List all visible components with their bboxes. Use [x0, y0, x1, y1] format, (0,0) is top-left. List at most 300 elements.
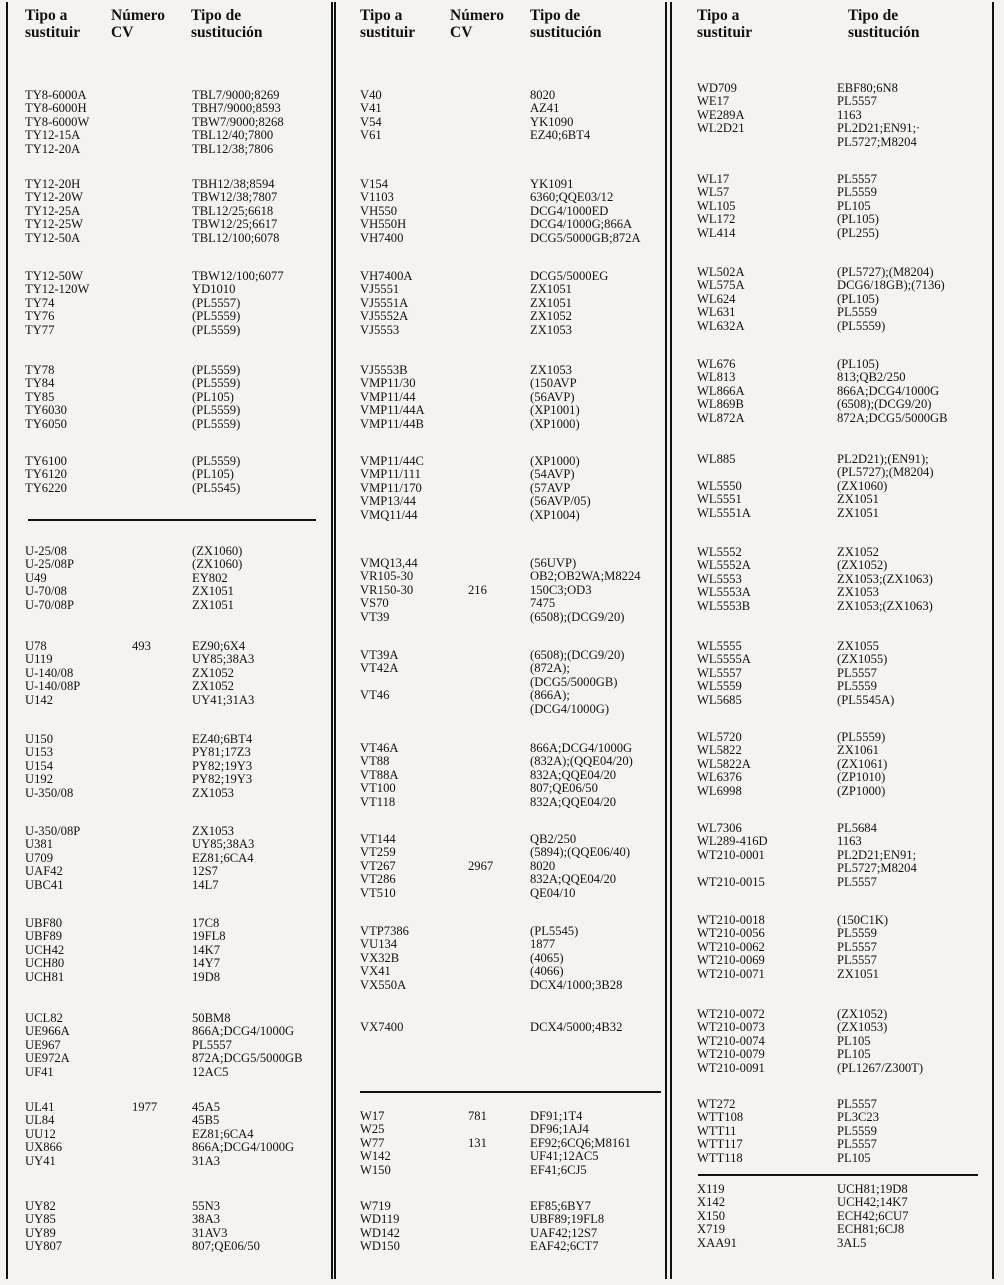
tube-type: WL866A	[697, 383, 745, 398]
tube-type: WT210-0056	[697, 926, 765, 941]
replacement-type: EF92;6CQ6;M8161	[530, 1135, 631, 1150]
tube-type: VJ5551	[360, 282, 400, 297]
tube-type: TY8-6000W	[25, 114, 90, 129]
replacement-type: ZX1051	[192, 584, 234, 599]
replacement-type: EAF42;6CT7	[530, 1239, 599, 1254]
replacement-type: (PL105)	[192, 389, 234, 404]
replacement-type: PL5557	[837, 1097, 877, 1111]
replacement-type: 1163	[837, 834, 862, 849]
replacement-type: 1877	[530, 937, 556, 952]
tube-type: WL575A	[697, 278, 745, 293]
tube-type: WL105	[697, 198, 736, 213]
replacement-type: 6360;QQE03/12	[530, 190, 614, 205]
tube-type: X142	[697, 1195, 725, 1210]
replacement-type: ZX1053	[192, 824, 234, 838]
column-header: Tipo de sustitución	[848, 7, 920, 41]
replacement-type: QE04/10	[530, 885, 576, 900]
tube-type: UF41	[25, 1064, 54, 1079]
replacement-type: 31AV3	[192, 1225, 228, 1240]
replacement-type: QB2/250	[530, 832, 577, 846]
replacement-type: ZX1053;(ZX1063)	[837, 571, 933, 586]
tube-type: TY85	[25, 389, 55, 404]
replacement-type: PL2D21);(EN91);	[837, 452, 929, 466]
tube-type: V41	[360, 101, 382, 116]
tube-type: TY74	[25, 295, 55, 310]
replacement-type: ZX1053	[530, 322, 572, 337]
replacement-type: PL105	[837, 1047, 871, 1062]
tube-type: VT39A	[360, 648, 399, 662]
tube-type: WT210-0062	[697, 939, 765, 954]
tube-type: X119	[697, 1182, 725, 1196]
replacement-type: PL5559	[837, 185, 877, 200]
replacement-type: TBH12/38;8594	[192, 177, 275, 191]
tube-type: U78	[25, 639, 47, 653]
replacement-type: (ZP1010)	[837, 770, 886, 785]
replacement-type: 19FL8	[192, 929, 226, 944]
tube-type: UBF89	[25, 929, 63, 944]
tube-type: VT259	[360, 845, 396, 860]
replacement-type: ZX1053	[192, 785, 234, 800]
replacement-type: PY81;17Z3	[192, 745, 251, 760]
replacement-type: UY85;38A3	[192, 837, 255, 852]
tube-type: TY12-15A	[25, 128, 81, 143]
replacement-type: ZX1051	[530, 282, 572, 297]
replacement-type: (PL5545)	[192, 480, 241, 495]
replacement-type: UCH81;19D8	[837, 1182, 908, 1196]
tube-type: WL5553B	[697, 598, 751, 613]
replacement-type: YD1010	[192, 282, 236, 297]
replacement-type: ZX1052	[530, 309, 572, 324]
replacement-type: (XP1000)	[530, 454, 580, 468]
tube-type: TY12-20H	[25, 177, 81, 191]
replacement-type: PL2D21;EN91;	[837, 847, 917, 862]
tube-type: WT210-0074	[697, 1033, 765, 1048]
tube-type: VX550A	[360, 977, 407, 992]
tube-type: VMP11/111	[360, 467, 421, 482]
replacement-type: PL5727;M8204	[837, 134, 917, 149]
replacement-type: PL5557	[192, 1037, 232, 1052]
tube-type: WL5552	[697, 545, 742, 559]
replacement-type: (XP1000)	[530, 416, 580, 431]
replacement-type: EF41;6CJ5	[530, 1162, 587, 1177]
tube-type: VH7400	[360, 230, 404, 245]
column-header: Tipo a sustituir	[25, 7, 81, 41]
replacement-type: EZ90;6X4	[192, 639, 246, 653]
tube-type: VJ5552A	[360, 309, 409, 324]
replacement-type: PY82;19Y3	[192, 772, 253, 787]
tube-type: U-25/08P	[25, 557, 74, 572]
tube-type: WE289A	[697, 107, 745, 122]
tube-type: TY8-6000H	[25, 101, 87, 116]
replacement-type: EZ40;6BT4	[530, 128, 591, 143]
tube-type: UBC41	[25, 877, 64, 892]
tube-type: WT210-0091	[697, 1060, 765, 1075]
column-header: Tipo de sustitución	[191, 7, 263, 41]
replacement-type: PL5727;M8204	[837, 861, 917, 876]
replacement-type: TBL12/100;6078	[192, 230, 280, 245]
replacement-type: (4065)	[530, 950, 564, 965]
tube-type: WL17	[697, 172, 730, 186]
tube-type: VH550H	[360, 217, 407, 232]
replacement-type: PY82;19Y3	[192, 758, 253, 773]
replacement-type: (6508);(DCG9/20)	[530, 609, 625, 624]
replacement-type: EBF80;6N8	[837, 81, 898, 95]
replacement-type: 19D8	[192, 969, 220, 984]
tube-type: VT144	[360, 832, 396, 846]
replacement-type: DCG4/1000G;866A	[530, 217, 633, 232]
replacement-type: PL105	[837, 198, 871, 213]
replacement-type: TBL12/38;7806	[192, 141, 274, 156]
tube-type: WL632A	[697, 318, 745, 333]
replacement-type: 31A3	[192, 1153, 220, 1168]
replacement-type: (866A);	[530, 688, 570, 703]
column-header: Tipo a sustituir	[697, 7, 753, 41]
tube-type: UX866	[25, 1140, 63, 1155]
replacement-type: 832A;QQE04/20	[530, 872, 617, 887]
replacement-type: 38A3	[192, 1212, 220, 1227]
tube-type: UE967	[25, 1037, 61, 1052]
replacement-type: (56UVP)	[530, 556, 577, 570]
tube-type: U49	[25, 570, 47, 585]
tube-type: X719	[697, 1222, 725, 1237]
tube-type: UY807	[25, 1239, 63, 1254]
replacement-type: UY85;38A3	[192, 652, 255, 667]
replacement-type: PL5559	[837, 305, 877, 320]
tube-type: U119	[25, 652, 53, 667]
replacement-type: 832A;QQE04/20	[530, 794, 617, 809]
tube-type: WL813	[697, 370, 736, 385]
tube-type: WT210-0073	[697, 1020, 765, 1035]
tube-type: WT210-0079	[697, 1047, 765, 1062]
tube-type: TY84	[25, 376, 55, 391]
replacement-type: 7475	[530, 596, 556, 611]
tube-type: VT118	[360, 794, 396, 809]
tube-type: VMQ11/44	[360, 507, 418, 522]
tube-type: U-70/08P	[25, 597, 74, 612]
replacement-type: PL5557	[837, 874, 877, 889]
tube-type: WL2D21	[697, 121, 745, 136]
replacement-type: (PL5559)	[192, 454, 241, 468]
tube-type: WL624	[697, 291, 736, 306]
replacement-type: (PL5559)	[192, 376, 241, 391]
tube-type: UY85	[25, 1212, 56, 1227]
replacement-type: OB2;OB2WA;M8224	[530, 569, 641, 584]
tube-type: UY89	[25, 1225, 56, 1240]
replacement-type: ZX1055	[837, 639, 879, 653]
replacement-type: (4066)	[530, 964, 564, 979]
tube-type: VX7400	[360, 1020, 404, 1034]
tube-type: U381	[25, 837, 53, 852]
replacement-type: PL5559	[837, 1123, 877, 1138]
replacement-type: 832A;QQE04/20	[530, 767, 617, 782]
tube-type: WD142	[360, 1225, 400, 1240]
tube-type: V40	[360, 88, 382, 102]
tube-type: TY12-20A	[25, 141, 81, 156]
tube-type: VT88A	[360, 767, 399, 782]
replacement-type: 50BM8	[192, 1011, 231, 1025]
replacement-type: PL5557	[837, 172, 877, 186]
tube-type: U-140/08	[25, 665, 74, 680]
replacement-type: 55N3	[192, 1199, 220, 1213]
replacement-type: ZX1061	[837, 743, 879, 758]
replacement-type: (PL5545)	[530, 924, 579, 938]
tube-type: WTT118	[697, 1150, 743, 1165]
replacement-type: ZX1052	[837, 545, 879, 559]
cv-number: 493	[132, 639, 151, 653]
tube-type: WL6376	[697, 770, 742, 785]
tube-type: VT46	[360, 688, 390, 703]
replacement-type: (ZX1053)	[837, 1020, 888, 1035]
tube-type: WL5557	[697, 665, 742, 680]
tube-type: UE972A	[25, 1051, 70, 1066]
tube-type: WL5551	[697, 492, 742, 507]
tube-type: WL5822A	[697, 756, 751, 771]
tube-type: U-140/08P	[25, 679, 81, 694]
tube-type: TY12-25W	[25, 217, 84, 232]
replacement-type: ZX1053	[530, 363, 572, 377]
tube-type: TY12-50W	[25, 269, 84, 283]
replacement-type: (ZX1052)	[837, 1007, 888, 1021]
replacement-type: ZX1052	[192, 679, 234, 694]
replacement-type: (PL5559)	[837, 730, 886, 744]
tube-type: WL872A	[697, 410, 745, 425]
tube-type: WL5822	[697, 743, 742, 758]
tube-type: X150	[697, 1208, 725, 1223]
tube-type: UE966A	[25, 1024, 70, 1039]
tube-type: TY6100	[25, 454, 67, 468]
tube-type: W150	[360, 1162, 391, 1177]
tube-type: TY12-120W	[25, 282, 90, 297]
replacement-type: (PL5545A)	[837, 692, 895, 707]
tube-type: WL5553	[697, 571, 742, 586]
tube-type: UCH81	[25, 969, 65, 984]
replacement-type: (PL105)	[192, 467, 234, 482]
replacement-type: DCG5/5000GB;872A	[530, 230, 641, 245]
tube-type: UCL82	[25, 1011, 63, 1025]
replacement-type: (6508);(DCG9/20)	[530, 648, 625, 662]
cv-number: 781	[468, 1109, 487, 1123]
replacement-type: 45B5	[192, 1113, 220, 1128]
tube-type: WL631	[697, 305, 736, 320]
replacement-type: PL5559	[837, 679, 877, 694]
replacement-type: TBH7/9000;8593	[192, 101, 281, 116]
column-header: Número CV	[111, 7, 165, 41]
tube-type: VMQ13,44	[360, 556, 418, 570]
tube-type: VT46A	[360, 741, 399, 755]
tube-type: WL414	[697, 225, 736, 240]
tube-type: WL869B	[697, 397, 744, 412]
replacement-type: (ZX1060)	[192, 544, 243, 558]
tube-type: WL5553A	[697, 585, 751, 600]
tube-type: UU12	[25, 1126, 56, 1141]
replacement-type: PL5557	[837, 953, 877, 968]
tube-type: UAF42	[25, 864, 63, 879]
tube-type: WTT108	[697, 1110, 744, 1125]
tube-type: U-350/08	[25, 785, 74, 800]
replacement-type: (DCG4/1000G)	[530, 701, 610, 716]
replacement-type: 8020	[530, 858, 556, 873]
tube-type: WL885	[697, 452, 736, 466]
replacement-type: (PL5559)	[192, 309, 241, 324]
replacement-type: (6508);(DCG9/20)	[837, 397, 932, 412]
replacement-type: 14L7	[192, 877, 219, 892]
replacement-type: 3AL5	[837, 1235, 867, 1250]
replacement-type: EZ81;6CA4	[192, 850, 254, 865]
replacement-type: DF96;1AJ4	[530, 1122, 589, 1137]
replacement-type: UAF42;12S7	[530, 1225, 598, 1240]
tube-type: WT210-0071	[697, 966, 765, 981]
tube-type: VU134	[360, 937, 398, 952]
replacement-type: 866A;DCG4/1000G	[530, 741, 633, 755]
tube-type: U709	[25, 850, 53, 865]
replacement-type: (PL255)	[837, 225, 879, 240]
tube-type: WT210-0018	[697, 913, 765, 927]
replacement-type: UF41;12AC5	[530, 1149, 599, 1164]
tube-type: WL5555A	[697, 652, 751, 667]
tube-type: WL172	[697, 212, 736, 227]
replacement-type: (PL5559)	[192, 403, 241, 418]
replacement-type: TBL12/40;7800	[192, 128, 274, 143]
tube-type: WT210-0015	[697, 874, 765, 889]
tube-type: WL6998	[697, 783, 742, 798]
replacement-type: EF85;6BY7	[530, 1199, 591, 1213]
replacement-type: (PL5559)	[837, 318, 886, 333]
tube-type: TY6120	[25, 467, 67, 482]
replacement-type: DCX4/5000;4B32	[530, 1020, 623, 1034]
tube-type: VR150-30	[360, 582, 414, 597]
replacement-type: PL5559	[837, 926, 877, 941]
replacement-type: PL2D21;EN91;·	[837, 121, 921, 136]
tube-type: VT286	[360, 872, 396, 887]
tube-type: VT267	[360, 858, 396, 873]
tube-type: U142	[25, 692, 53, 707]
tube-type: WD119	[360, 1212, 400, 1227]
replacement-type: EZ81;6CA4	[192, 1126, 254, 1141]
tube-type: WL289-416D	[697, 834, 768, 849]
tube-type: U154	[25, 758, 53, 773]
replacement-type: (PL1267/Z300T)	[837, 1060, 924, 1075]
replacement-type: (PL5727);(M8204)	[837, 465, 934, 480]
replacement-type: EZ40;6BT4	[192, 732, 253, 746]
replacement-type: (XP1004)	[530, 507, 580, 522]
replacement-type: PL5557	[837, 665, 877, 680]
tube-type: WT272	[697, 1097, 736, 1111]
replacement-type: 807;QE06/50	[192, 1239, 260, 1254]
replacement-type: UCH42;14K7	[837, 1195, 908, 1210]
replacement-type: (ZX1052)	[837, 558, 888, 573]
replacement-type: PL5557	[837, 939, 877, 954]
tube-type: WL5552A	[697, 558, 751, 573]
tube-type: WTT117	[697, 1137, 743, 1152]
replacement-type: ECH81;6CJ8	[837, 1222, 905, 1237]
tube-type: V154	[360, 177, 388, 191]
replacement-type: 45A5	[192, 1100, 220, 1114]
tube-type: VT42A	[360, 661, 399, 676]
tube-type: TY12-20W	[25, 190, 84, 205]
tube-type: TY78	[25, 363, 55, 377]
replacement-type: ZX1051	[837, 492, 879, 507]
panel-1	[0, 0, 330, 1285]
tube-type: VT510	[360, 885, 396, 900]
replacement-type: (56AVP/05)	[530, 494, 591, 509]
replacement-type: (150C1K)	[837, 913, 889, 927]
replacement-type: TBW12/38;7807	[192, 190, 278, 205]
replacement-type: (PL5559)	[192, 363, 241, 377]
tube-type: VT88	[360, 754, 390, 769]
tube-type: VX32B	[360, 950, 400, 965]
tube-type: TY6030	[25, 403, 67, 418]
tube-type: U150	[25, 732, 53, 746]
replacement-type: ECH42;6CU7	[837, 1208, 909, 1223]
tube-type: VJ5551A	[360, 295, 409, 310]
replacement-type: (DCG5/5000GB)	[530, 674, 618, 689]
replacement-type: PL3C23	[837, 1110, 879, 1125]
replacement-type: ZX1051	[837, 505, 879, 520]
replacement-type: 872A;DCG5/5000GB	[192, 1051, 303, 1066]
cv-number: 216	[468, 582, 487, 597]
replacement-type: (PL5727);(M8204)	[837, 265, 934, 279]
tube-type: UBF80	[25, 916, 63, 930]
tube-type: WL5550	[697, 478, 742, 493]
replacement-type: PL5684	[837, 821, 877, 835]
replacement-type: (PL5559)	[192, 322, 241, 337]
replacement-type: (PL5559)	[192, 416, 241, 431]
replacement-type: 813;QB2/250	[837, 370, 906, 385]
tube-type: WL5720	[697, 730, 742, 744]
tube-type: WL5559	[697, 679, 742, 694]
replacement-type: ZX1051	[837, 966, 879, 981]
cv-number: 131	[468, 1135, 487, 1150]
column-header: Tipo a sustituir	[360, 7, 416, 41]
replacement-type: 8020	[530, 88, 556, 102]
cv-number: 2967	[468, 858, 494, 873]
replacement-type: (872A);	[530, 661, 570, 676]
replacement-type: PL105	[837, 1150, 871, 1165]
tube-type: VH7400A	[360, 269, 413, 283]
replacement-type: PL5557	[837, 1137, 877, 1152]
tube-type: W77	[360, 1135, 385, 1150]
replacement-type: ZX1053;(ZX1063)	[837, 598, 933, 613]
replacement-type: (PL105)	[837, 291, 879, 306]
panel-3	[668, 0, 1004, 1285]
tube-type: WT210-0072	[697, 1007, 765, 1021]
replacement-type: (ZX1055)	[837, 652, 888, 667]
tube-type: WTT11	[697, 1123, 737, 1138]
replacement-type: ZX1052	[192, 665, 234, 680]
replacement-type: (XP1001)	[530, 403, 580, 418]
replacement-type: (5894);(QQE06/40)	[530, 845, 631, 860]
tube-type: VX41	[360, 964, 391, 979]
replacement-type: ZX1053	[837, 585, 879, 600]
replacement-type: PL5557	[837, 94, 877, 109]
tube-type: W142	[360, 1149, 391, 1164]
replacement-type: 14K7	[192, 942, 220, 957]
tube-type: WL502A	[697, 265, 745, 279]
section-divider	[698, 1174, 978, 1176]
tube-type: TY8-6000A	[25, 88, 87, 102]
tube-type: VR105-30	[360, 569, 414, 584]
tube-type: U153	[25, 745, 53, 760]
replacement-type: UBF89;19FL8	[530, 1212, 605, 1227]
tube-type: VMP11/44B	[360, 416, 424, 431]
tube-type: UL41	[25, 1100, 55, 1114]
replacement-type: YK1090	[530, 114, 574, 129]
tube-type: XAA91	[697, 1235, 737, 1250]
section-divider	[360, 1091, 661, 1093]
tube-type: U-25/08	[25, 544, 67, 558]
replacement-type: (832A);(QQE04/20)	[530, 754, 633, 769]
tube-type: VMP11/170	[360, 480, 422, 495]
